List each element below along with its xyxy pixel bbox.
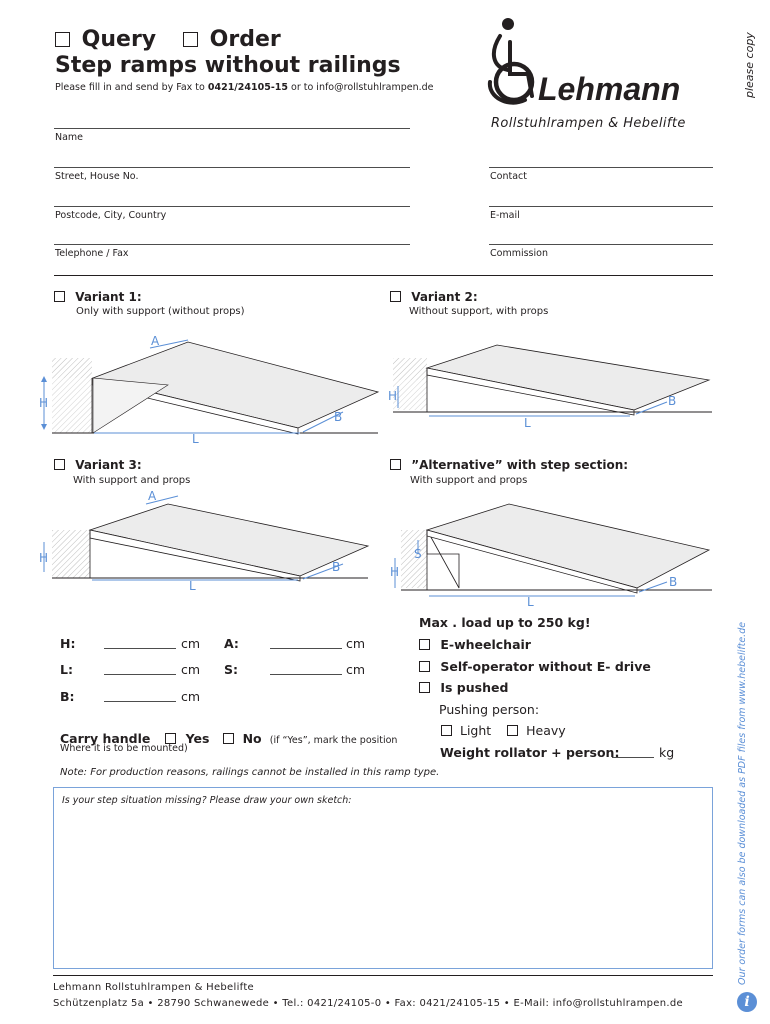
ewheelchair-option[interactable]: [419, 637, 531, 652]
measure-b-label: B:: [60, 689, 75, 704]
carry-no-checkbox[interactable]: [223, 733, 234, 744]
telephone-field[interactable]: [54, 244, 410, 245]
logo-brand: Lehmann: [538, 71, 681, 107]
weight-unit: kg: [659, 745, 675, 760]
carry-yes-label: Yes: [185, 731, 210, 746]
measure-s-input[interactable]: [270, 674, 342, 675]
ewheelchair-checkbox[interactable]: [419, 639, 430, 650]
measure-l-input[interactable]: [104, 674, 176, 675]
carry-note: (if “Yes”, mark the position: [269, 735, 398, 746]
variant-2-checkbox[interactable]: [390, 291, 401, 302]
variant-alt-title: ”Alternative” with step section:: [411, 457, 629, 472]
dim-l-label-2: L: [524, 416, 531, 430]
variant-1-title: Variant 1:: [75, 289, 142, 304]
wheelchair-user-icon: [490, 18, 532, 103]
instruction-prefix: Please fill in and send by Fax to: [55, 82, 208, 93]
weight-input[interactable]: [612, 757, 654, 758]
variant-2-option[interactable]: [390, 289, 478, 304]
variant-2-title: Variant 2:: [411, 289, 478, 304]
footer-address: Schützenplatz 5a • 28790 Schwanewede • Tel.: 0421/24105-0 • Fax: 0421/24105-15 • E-Mail: info@rollstuhlrampen.de: [53, 998, 683, 1009]
please-copy-note: please copy: [743, 32, 756, 98]
measure-s-label: S:: [224, 662, 239, 677]
dim-h-label: H: [39, 396, 49, 410]
page-title: Step ramps without railings: [55, 53, 401, 78]
pushed-checkbox[interactable]: [419, 682, 430, 693]
max-load-text: Max . load up to 250 kg!: [419, 615, 591, 630]
dim-h-label-3: H: [39, 551, 49, 565]
lehmann-logo: [480, 12, 710, 117]
carry-handle-label: Carry handle: [60, 731, 151, 746]
order-option[interactable]: [183, 26, 281, 52]
info-icon: i: [737, 992, 757, 1012]
measure-h-label: H:: [60, 636, 76, 651]
query-option[interactable]: [55, 26, 156, 52]
variant-alt-desc: With support and props: [410, 475, 528, 486]
self-operator-option[interactable]: [419, 659, 651, 674]
email-label: E-mail: [490, 210, 520, 221]
order-label: Order: [209, 26, 281, 52]
variant-1-option[interactable]: [54, 289, 142, 304]
variant-alt-checkbox[interactable]: [390, 459, 401, 470]
name-label: Name: [55, 132, 84, 143]
variant-3-title: Variant 3:: [75, 457, 142, 472]
instruction-fax: 0421/24105-15: [207, 82, 288, 93]
street-label: Street, House No.: [55, 171, 139, 182]
pushing-person-label: Pushing person:: [439, 702, 540, 717]
measure-h-input[interactable]: [104, 648, 176, 649]
email-field[interactable]: [489, 206, 713, 207]
dim-h-label-4: H: [390, 565, 400, 579]
sketch-area[interactable]: [53, 787, 713, 969]
carry-no-label: No: [242, 731, 262, 746]
measure-l-unit: cm: [181, 662, 201, 677]
variant-2-diagram: [387, 330, 717, 440]
commission-field[interactable]: [489, 244, 713, 245]
carry-sub-note: Where it is to be mounted): [60, 743, 188, 754]
measure-h-unit: cm: [181, 636, 201, 651]
dim-l-label: L: [192, 432, 199, 446]
dim-h-label-2: H: [388, 389, 398, 403]
weight-label: Weight rollator + person:: [440, 745, 620, 760]
measure-s-unit: cm: [346, 662, 366, 677]
telephone-label: Telephone / Fax: [55, 248, 129, 259]
self-operator-label: Self-operator without E- drive: [440, 659, 651, 674]
variant-2-desc: Without support, with props: [409, 306, 549, 317]
pushed-label: Is pushed: [440, 680, 509, 695]
variant-3-option[interactable]: [54, 457, 142, 472]
query-label: Query: [81, 26, 157, 52]
sketch-prompt: Is your step situation missing? Please draw your own sketch:: [62, 795, 352, 806]
measure-a-unit: cm: [346, 636, 366, 651]
pushing-person-options: [441, 723, 566, 738]
measure-b-input[interactable]: [104, 701, 176, 702]
heavy-checkbox[interactable]: [507, 725, 518, 736]
instruction-suffix: or to info@rollstuhlrampen.de: [287, 82, 434, 93]
contact-field[interactable]: [489, 167, 713, 168]
order-checkbox[interactable]: [183, 32, 198, 47]
footer-company: Lehmann Rollstuhlrampen & Hebelifte: [53, 982, 254, 993]
light-label: Light: [459, 723, 492, 738]
dim-b-label-4: B: [669, 575, 678, 589]
variant-1-diagram: [38, 330, 388, 450]
production-note: Note: For production reasons, railings cannot be installed in this ramp type.: [60, 767, 440, 778]
dim-b-label-3: B: [332, 560, 341, 574]
measure-a-input[interactable]: [270, 648, 342, 649]
variant-3-diagram: [38, 488, 388, 593]
section-divider: [54, 275, 713, 276]
ewheelchair-label: E-wheelchair: [440, 637, 531, 652]
name-field[interactable]: [54, 128, 410, 129]
footer-divider: [53, 975, 713, 976]
variant-alt-option[interactable]: [390, 457, 628, 472]
dim-a-label-3: A: [148, 489, 157, 503]
light-checkbox[interactable]: [441, 725, 452, 736]
postcode-label: Postcode, City, Country: [55, 210, 167, 221]
contact-label: Contact: [490, 171, 527, 182]
postcode-field[interactable]: [54, 206, 410, 207]
download-note: Our order forms can also be downloaded as PDF files from www.hebelifte.de: [737, 621, 748, 985]
dim-l-label-3: L: [189, 579, 196, 593]
dim-l-label-4: L: [527, 595, 534, 608]
dim-b-label: B: [334, 410, 343, 424]
street-field[interactable]: [54, 167, 410, 168]
dim-b-label-2: B: [668, 394, 677, 408]
query-checkbox[interactable]: [55, 32, 70, 47]
pushed-option[interactable]: [419, 680, 508, 695]
measure-l-label: L:: [60, 662, 73, 677]
instruction-text: [55, 82, 434, 93]
self-operator-checkbox[interactable]: [419, 661, 430, 672]
variant-3-checkbox[interactable]: [54, 459, 65, 470]
dim-s-label: S: [414, 547, 422, 561]
measure-a-label: A:: [224, 636, 239, 651]
dim-a-label: A: [151, 334, 160, 348]
measure-b-unit: cm: [181, 689, 201, 704]
variant-3-desc: With support and props: [73, 475, 191, 486]
variant-1-checkbox[interactable]: [54, 291, 65, 302]
commission-label: Commission: [490, 248, 548, 259]
variant-alt-diagram: [387, 488, 717, 608]
logo-tagline: Rollstuhlrampen & Hebelifte: [491, 116, 686, 131]
variant-1-desc: Only with support (without props): [76, 306, 245, 317]
heavy-label: Heavy: [526, 723, 566, 738]
